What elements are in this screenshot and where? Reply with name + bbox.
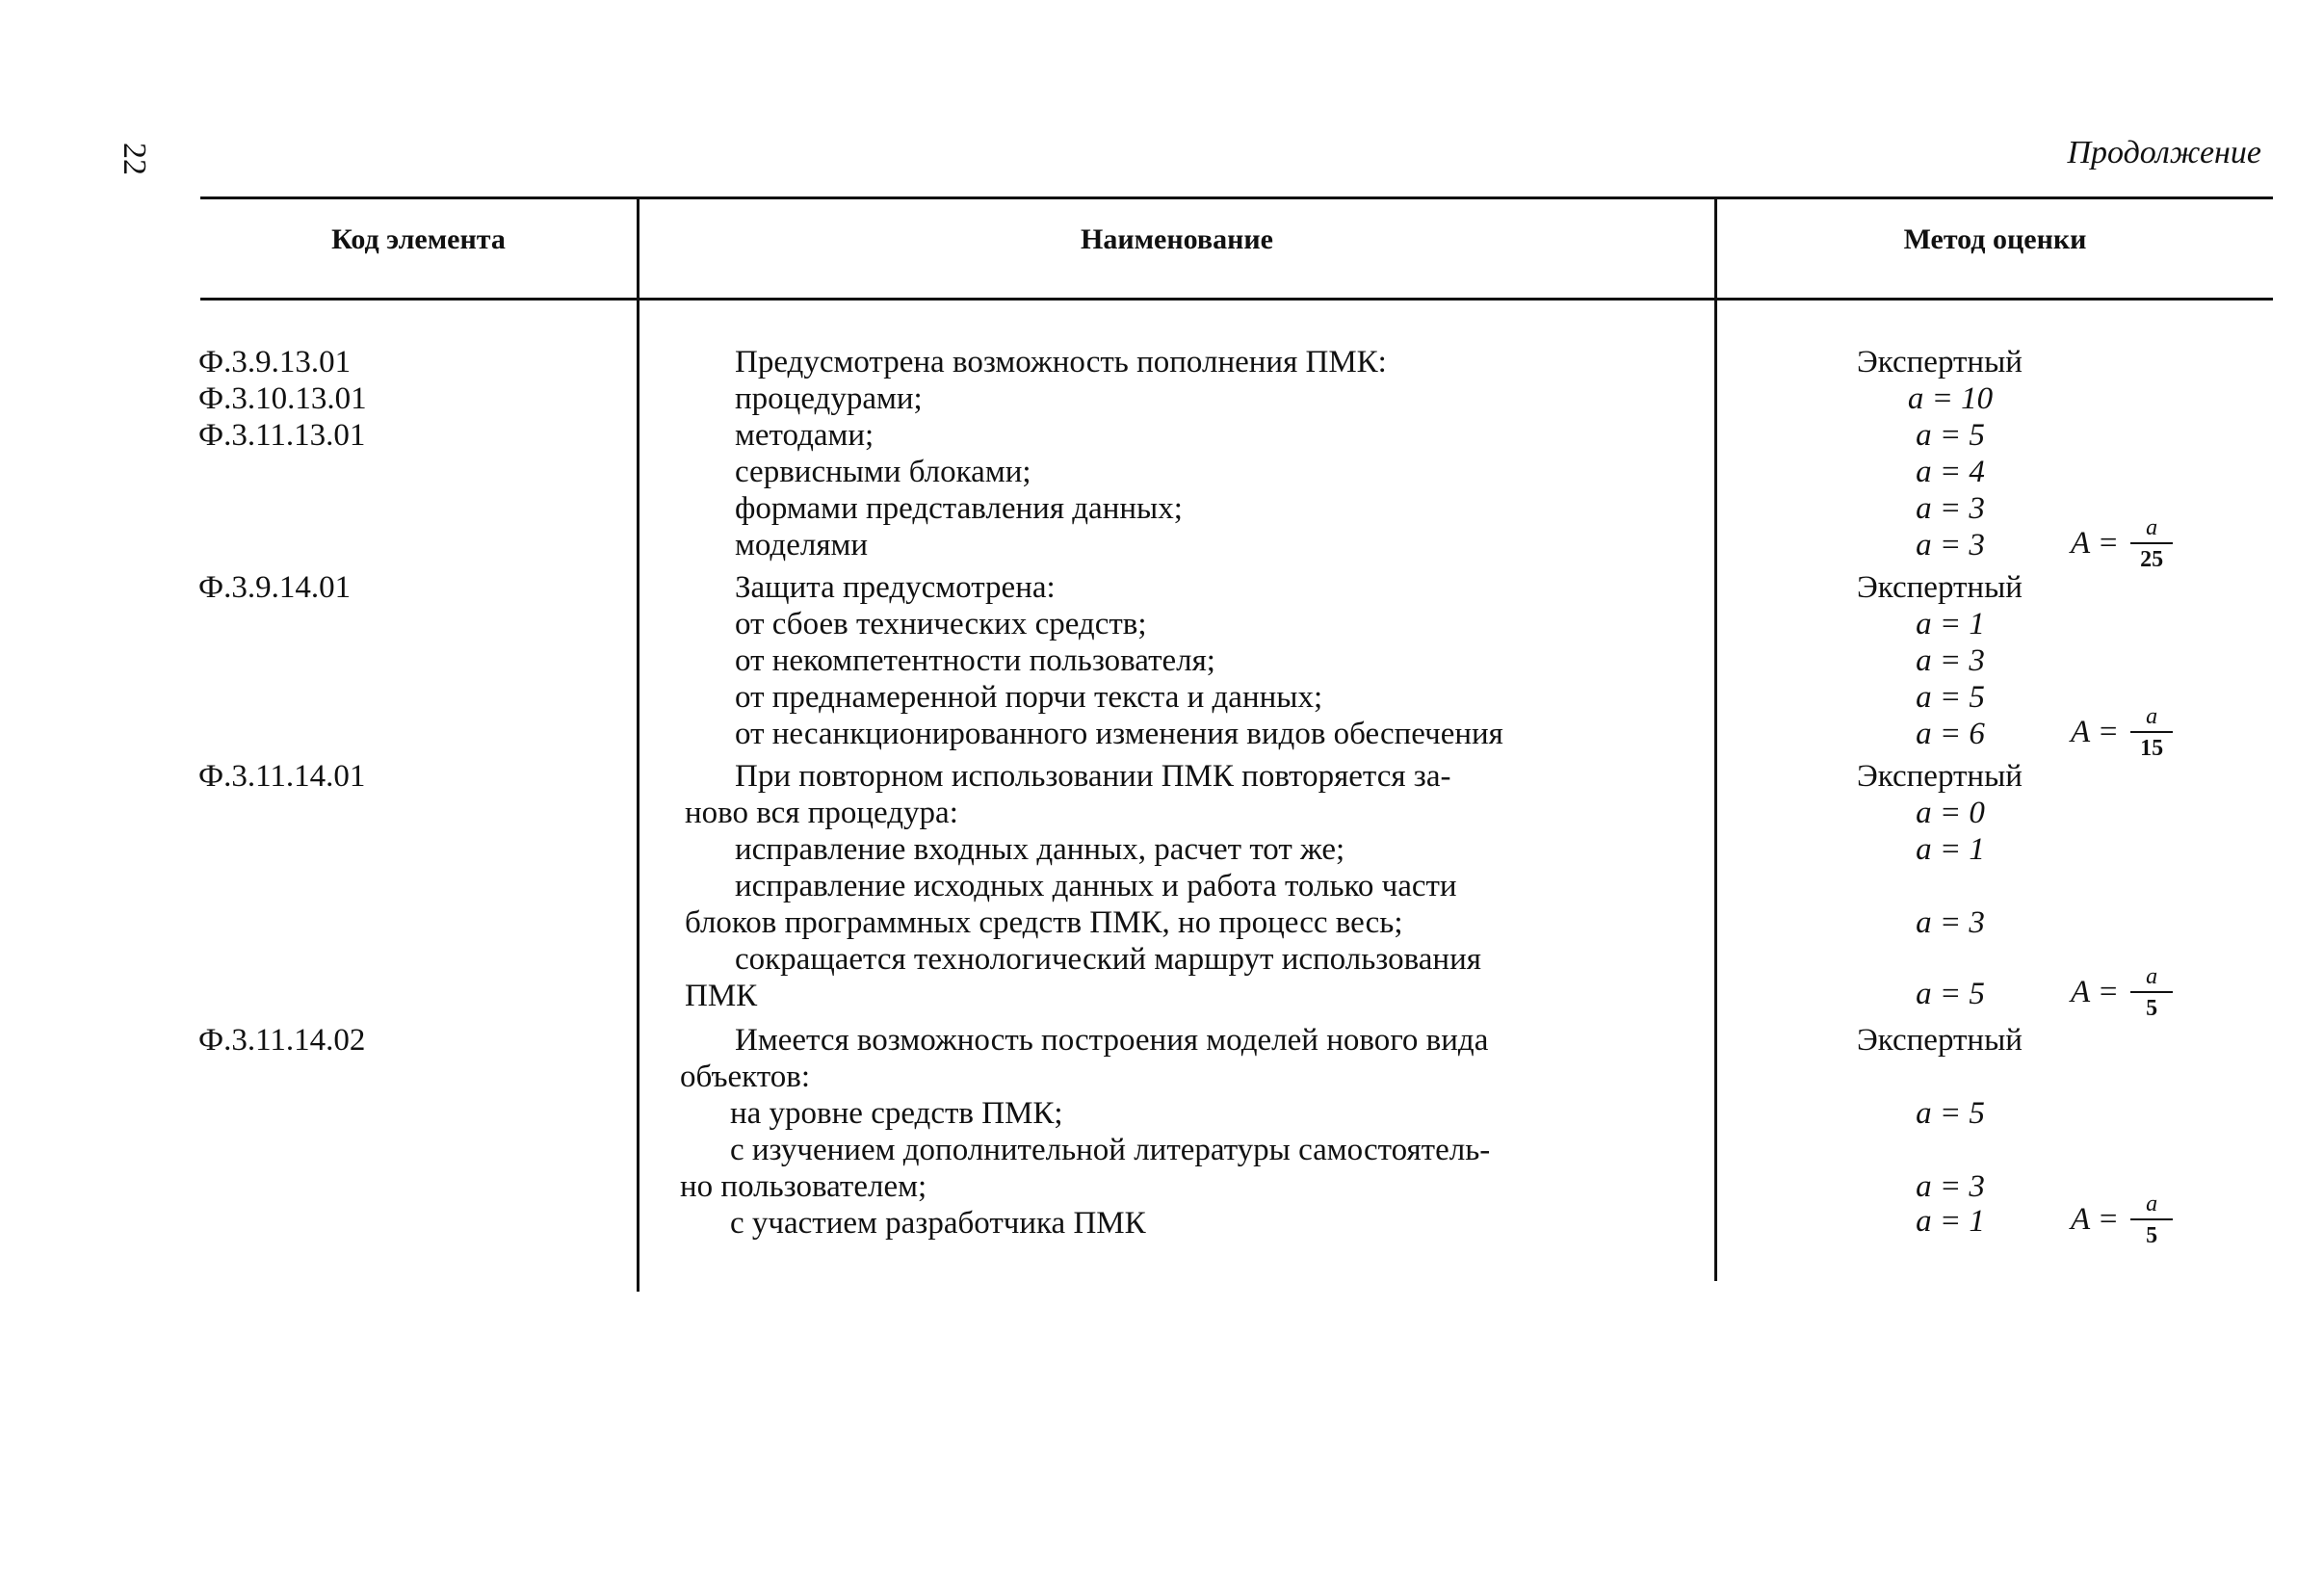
page-number: 22 xyxy=(117,143,152,175)
formula-lhs: A = xyxy=(2071,715,2120,749)
formula-lhs: A = xyxy=(2071,526,2120,561)
name-line: от преднамеренной порчи текста и данных; xyxy=(735,680,1323,715)
name-line: от сбоев технических средств; xyxy=(735,607,1147,641)
score-value: a = 3 xyxy=(1916,905,1985,940)
fraction-numerator: a xyxy=(2146,1191,2158,1217)
evaluation-method: Экспертный xyxy=(1857,1023,2023,1058)
name-line: с изучением дополнительной литературы самостоятель- xyxy=(730,1133,1491,1167)
name-line: ново вся процедура: xyxy=(685,796,958,830)
score-value: a = 10 xyxy=(1907,381,1994,416)
score-value: a = 5 xyxy=(1916,418,1985,453)
element-code: Ф.3.9.14.01 xyxy=(198,570,352,605)
score-value: a = 1 xyxy=(1916,1204,1985,1239)
formula-lhs: A = xyxy=(2071,975,2120,1009)
score-value: a = 3 xyxy=(1916,528,1985,563)
fraction-denominator: 15 xyxy=(2140,736,2164,761)
formula xyxy=(2071,1192,2173,1247)
name-line: исправление исходных данных и работа только части xyxy=(735,869,1457,903)
fraction-denominator: 5 xyxy=(2146,996,2158,1021)
score-value: a = 5 xyxy=(1916,1096,1985,1131)
name-line: При повторном использовании ПМК повторяется за- xyxy=(735,759,1451,794)
score-value: a = 1 xyxy=(1916,832,1985,867)
fraction xyxy=(2130,1192,2173,1247)
header-bottom-rule xyxy=(200,298,2273,301)
fraction-numerator: a xyxy=(2146,515,2158,540)
evaluation-method: Экспертный xyxy=(1857,345,2023,379)
element-code: Ф.3.11.14.02 xyxy=(198,1023,366,1058)
column-divider-1 xyxy=(637,198,639,1292)
name-line: сервисными блоками; xyxy=(735,455,1031,489)
element-code: Ф.3.9.13.01 xyxy=(198,345,352,379)
evaluation-method: Экспертный xyxy=(1857,759,2023,794)
name-line: исправление входных данных, расчет тот же; xyxy=(735,832,1345,867)
score-value: a = 4 xyxy=(1916,455,1985,489)
column-divider-2 xyxy=(1714,198,1717,1281)
fraction-numerator: a xyxy=(2146,964,2158,989)
name-line: от некомпетентности пользователя; xyxy=(735,643,1215,678)
name-line: моделями xyxy=(735,528,869,563)
name-line: но пользователем; xyxy=(680,1169,927,1204)
score-value: a = 3 xyxy=(1916,491,1985,526)
score-value: a = 5 xyxy=(1916,680,1985,715)
table-top-rule xyxy=(200,196,2273,199)
name-line: ПМК xyxy=(685,979,758,1013)
name-line: Защита предусмотрена: xyxy=(735,570,1056,605)
continuation-label: Продолжение xyxy=(2067,135,2261,170)
name-line: Предусмотрена возможность пополнения ПМК: xyxy=(735,345,1387,379)
fraction xyxy=(2130,705,2173,760)
score-value: a = 6 xyxy=(1916,717,1985,751)
score-value: a = 1 xyxy=(1916,607,1985,641)
header-method: Метод оценки xyxy=(1903,223,2087,255)
element-code: Ф.3.11.13.01 xyxy=(198,418,366,453)
name-line: с участием разработчика ПМК xyxy=(730,1206,1146,1241)
header-code: Код элемента xyxy=(331,223,506,255)
name-line: методами; xyxy=(735,418,874,453)
fraction-denominator: 25 xyxy=(2140,547,2164,572)
score-value: a = 5 xyxy=(1916,977,1985,1011)
formula xyxy=(2071,705,2173,760)
score-value: a = 3 xyxy=(1916,1169,1985,1204)
fraction xyxy=(2130,516,2173,571)
formula xyxy=(2071,516,2173,571)
name-line: от несанкционированного изменения видов обеспечения xyxy=(735,717,1503,751)
name-line: сокращается технологический маршрут использования xyxy=(735,942,1481,977)
fraction-numerator: a xyxy=(2146,704,2158,729)
name-line: Имеется возможность построения моделей нового вида xyxy=(735,1023,1489,1058)
element-code: Ф.3.11.14.01 xyxy=(198,759,366,794)
name-line: формами представления данных; xyxy=(735,491,1183,526)
name-line: на уровне средств ПМК; xyxy=(730,1096,1063,1131)
name-line: процедурами; xyxy=(735,381,923,416)
header-name: Наименование xyxy=(1081,223,1273,255)
formula-lhs: A = xyxy=(2071,1202,2120,1237)
score-value: a = 3 xyxy=(1916,643,1985,678)
fraction xyxy=(2130,965,2173,1020)
element-code: Ф.3.10.13.01 xyxy=(198,381,367,416)
score-value: a = 0 xyxy=(1916,796,1985,830)
fraction-denominator: 5 xyxy=(2146,1223,2158,1248)
name-line: блоков программных средств ПМК, но процесс весь; xyxy=(685,905,1403,940)
evaluation-method: Экспертный xyxy=(1857,570,2023,605)
name-line: объектов: xyxy=(680,1060,811,1094)
formula xyxy=(2071,965,2173,1020)
